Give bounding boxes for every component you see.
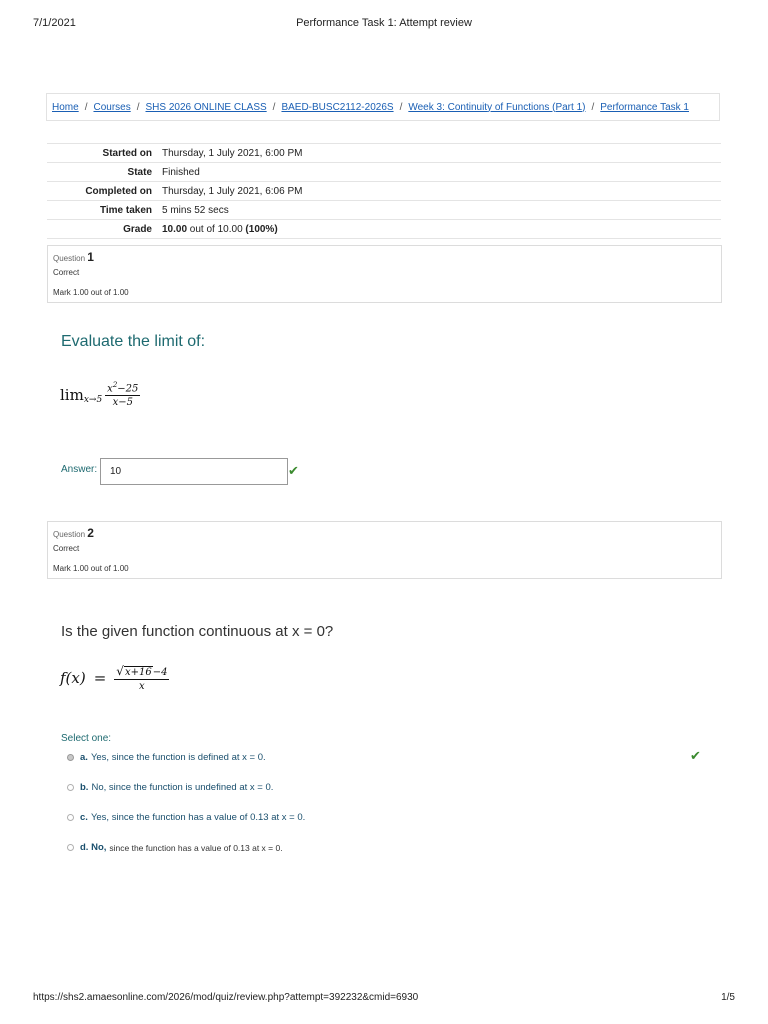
question-label: Question <box>53 530 86 539</box>
select-one-label: Select one: <box>61 733 112 744</box>
summary-label: Time taken <box>99 204 152 216</box>
question-state: Correct <box>53 544 80 553</box>
option-a[interactable] <box>67 752 266 763</box>
grade-score: 10.00 <box>162 223 188 235</box>
question-2-text: Is the given function continuous at x = 0? <box>61 623 334 640</box>
breadcrumb-task[interactable]: Performance Task 1 <box>600 101 689 113</box>
question-1-info <box>47 245 722 303</box>
function-name: f(x) <box>60 669 86 687</box>
summary-value <box>157 220 721 239</box>
print-date: 7/1/2021 <box>33 17 76 29</box>
radio-button[interactable] <box>67 754 74 761</box>
question-1-text: Evaluate the limit of: <box>61 333 206 350</box>
breadcrumb-separator: / <box>84 101 88 113</box>
breadcrumb-class[interactable]: SHS 2026 ONLINE CLASS <box>145 101 267 113</box>
summary-row-started <box>47 144 721 163</box>
limit-symbol: lim <box>60 385 84 404</box>
option-letter: d. No, <box>80 842 107 853</box>
summary-value: Finished <box>162 166 200 178</box>
option-letter: b. <box>80 782 89 793</box>
summary-label: Grade <box>123 223 152 235</box>
breadcrumb-course[interactable]: BAED-BUSC2112-2026S <box>281 101 394 113</box>
summary-value: Thursday, 1 July 2021, 6:00 PM <box>162 147 303 159</box>
summary-value: 5 mins 52 secs <box>162 204 229 216</box>
summary-row-grade <box>47 220 721 239</box>
breadcrumb-separator: / <box>136 101 140 113</box>
numerator-rest: −25 <box>117 383 139 395</box>
breadcrumb-week[interactable]: Week 3: Continuity of Functions (Part 1) <box>408 101 586 113</box>
radio-button[interactable] <box>67 844 74 851</box>
answer-input[interactable] <box>100 458 288 485</box>
question-label: Question <box>53 254 86 263</box>
radio-button[interactable] <box>67 814 74 821</box>
fraction-denominator: x <box>139 681 145 692</box>
check-icon: ✔ <box>288 463 299 478</box>
breadcrumb <box>46 93 720 121</box>
question-state: Correct <box>53 268 80 277</box>
fraction-numerator <box>114 664 169 680</box>
question-number: 1 <box>87 250 94 264</box>
numerator-base: x <box>107 383 113 395</box>
limit-fraction <box>105 381 140 408</box>
summary-label: Started on <box>102 147 152 159</box>
option-text: Yes, since the function is defined at x = 0. <box>90 752 266 763</box>
breadcrumb-separator: / <box>272 101 276 113</box>
grade-out-of: out of 10.00 <box>187 223 246 235</box>
print-url: https://shs2.amaesonline.com/2026/mod/quiz/review.php?attempt=392232&cmid=6930 <box>33 992 419 1003</box>
question-mark: Mark 1.00 out of 1.00 <box>53 288 129 297</box>
option-text: since the function has a value of 0.13 at x = 0. <box>109 842 283 853</box>
sqrt-icon: √ <box>116 664 124 678</box>
summary-label: Completed on <box>85 185 152 197</box>
page-number: 1/5 <box>721 992 735 1003</box>
option-text: No, since the function is undefined at x = 0. <box>91 782 274 793</box>
fraction-numerator <box>105 381 140 396</box>
grade-percent: (100%) <box>245 223 278 235</box>
summary-row-state <box>47 163 721 182</box>
check-icon: ✔ <box>690 748 701 763</box>
equals-sign: = <box>93 669 107 687</box>
breadcrumb-home[interactable]: Home <box>52 101 79 113</box>
numerator-rest: −4 <box>152 667 168 678</box>
breadcrumb-courses[interactable]: Courses <box>93 101 131 113</box>
option-text: Yes, since the function has a value of 0.13 at x = 0. <box>90 812 306 823</box>
radio-button[interactable] <box>67 784 74 791</box>
summary-row-time <box>47 201 721 220</box>
question-number: 2 <box>87 526 94 540</box>
numerator-exponent: 2 <box>112 381 118 389</box>
summary-row-completed <box>47 182 721 201</box>
question-mark: Mark 1.00 out of 1.00 <box>53 564 129 573</box>
summary-value: Thursday, 1 July 2021, 6:06 PM <box>162 185 303 197</box>
summary-label: State <box>127 166 152 178</box>
option-letter: a. <box>80 752 88 763</box>
fraction-denominator: x−5 <box>112 397 133 409</box>
breadcrumb-separator: / <box>399 101 403 113</box>
option-c[interactable] <box>67 812 305 823</box>
function-fraction <box>114 664 169 692</box>
option-letter: c. <box>80 812 88 823</box>
breadcrumb-separator: / <box>591 101 595 113</box>
option-b[interactable] <box>67 782 273 793</box>
print-title: Performance Task 1: Attempt review <box>296 17 472 29</box>
question-1-formula <box>60 381 140 408</box>
limit-subscript: x→5 <box>83 394 103 405</box>
option-d[interactable] <box>67 842 283 853</box>
question-2-formula <box>60 664 169 692</box>
attempt-summary-table <box>47 143 721 239</box>
question-2-info <box>47 521 722 579</box>
radicand: x+16 <box>124 667 152 678</box>
answer-label: Answer: <box>61 464 98 475</box>
